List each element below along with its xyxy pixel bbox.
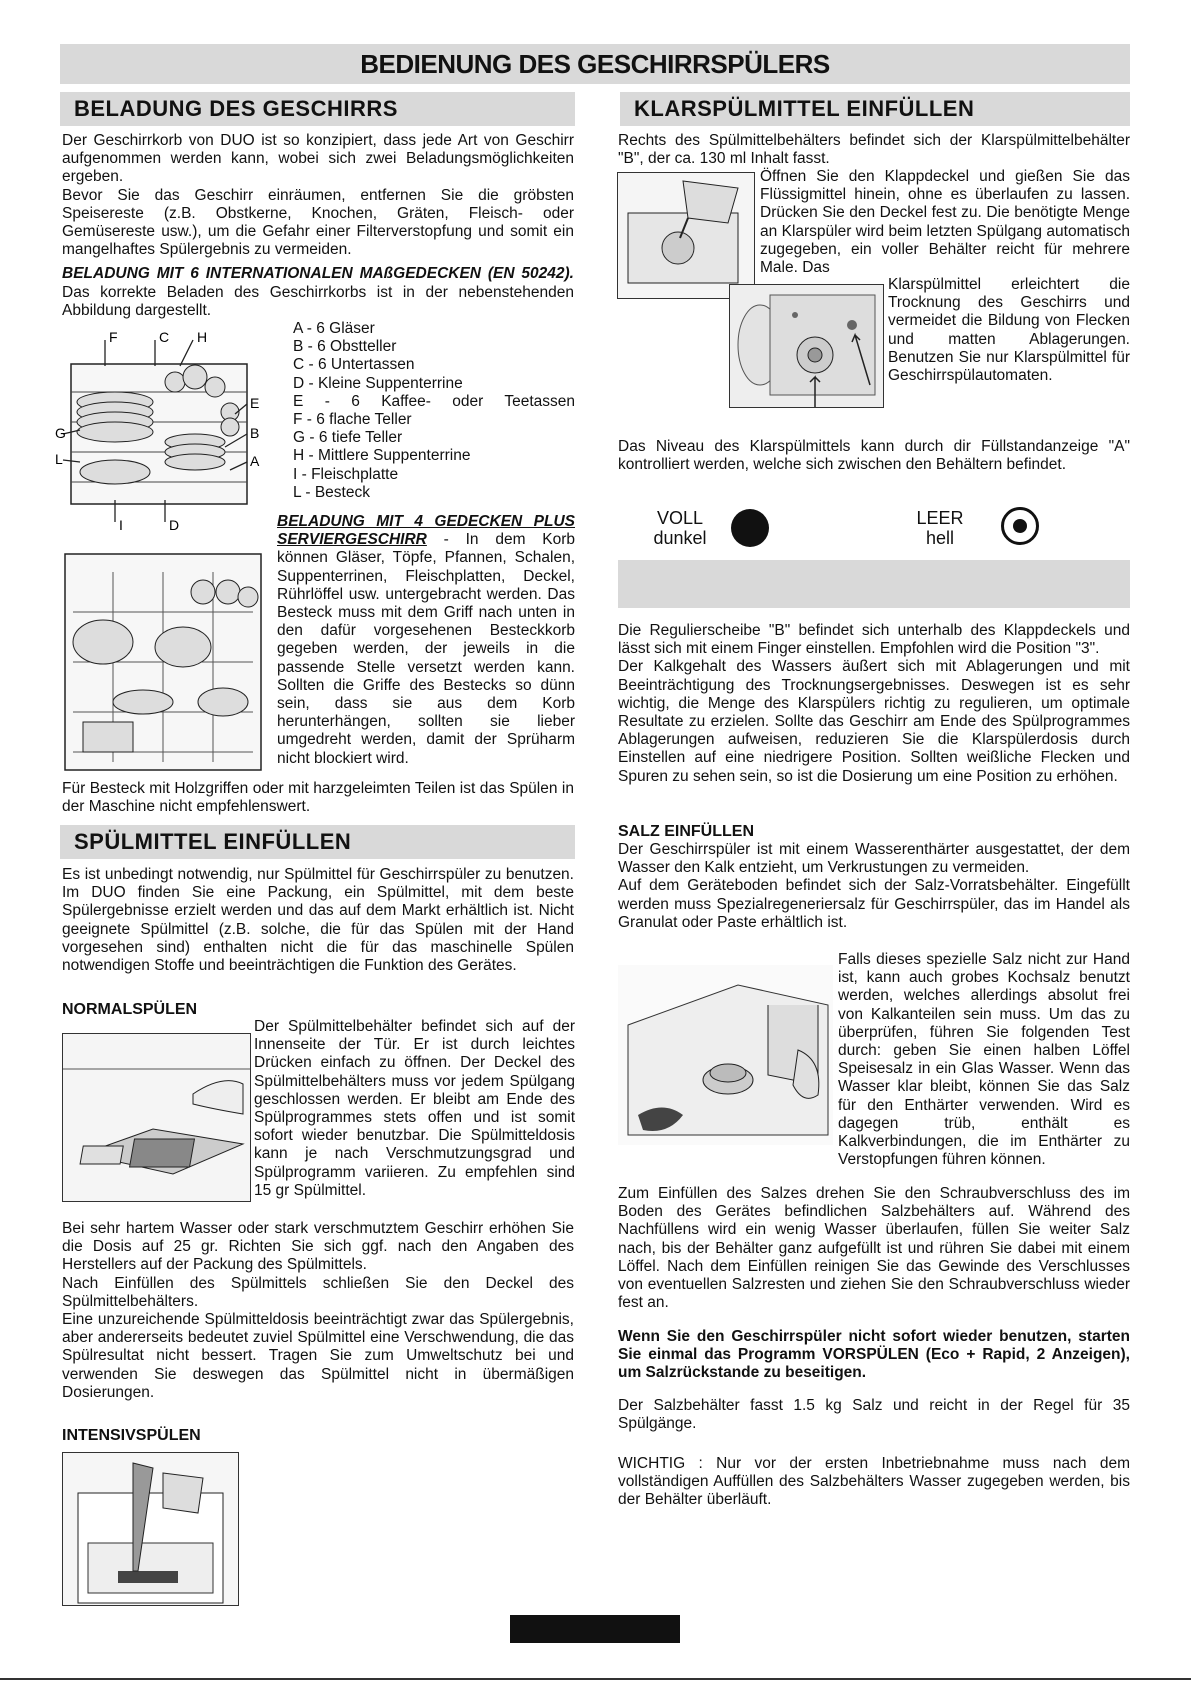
legend-item: H - Mittlere Suppenterrine bbox=[293, 447, 471, 465]
fig-label-H: H bbox=[197, 332, 208, 345]
beladung-intro-p1: Der Geschirrkorb von DUO ist so konzipiert, dass jede Art von Geschirr aufgenommen werden kann, wobei sich zwei Beladungsmöglichkeiten ergeben. bbox=[62, 132, 574, 186]
indicator-voll bbox=[640, 508, 720, 548]
subhead-servier-text: - In dem Korb können Gläser, Töpfe, Pfannen, Schalen, Suppenterrinen, Fleischplatten, Deckel, Rührlöffel usw. untergebracht werden. Das Besteck muss mit dem Griff nach unten in den dafür vorgesehenen Besteckkorb gegeben werden, der jeweils in die passende Stelle versetzt werden kann. Sollten die Griffe des Bestecks so dünn sein, dass sie aus dem Korb herunterhängen, sollten sie lieber umgedreht werden, damit der Sprüharm nicht blockiert wird. bbox=[277, 531, 576, 767]
indicator-leer bbox=[900, 508, 980, 548]
empty-banner bbox=[618, 560, 1130, 608]
fig-label-E: E bbox=[250, 395, 260, 411]
klar-line1: Rechts des Spülmittelbehälters befindet sich der Klarspülmittelbehälter "B", der ca. 130 ml Inhalt fasst. bbox=[618, 132, 1130, 168]
beladung-6-gedecke bbox=[62, 265, 574, 320]
indicator-dark-icon bbox=[731, 509, 769, 547]
regul-p1: Die Regulierscheibe "B" befindet sich unterhalb des Klappdeckels und lässt sich mit einem Finger einstellen. Empfohlen wird die Position "3". bbox=[618, 622, 1130, 658]
section-heading-klarspuel: KLARSPÜLMITTEL EINFÜLLEN bbox=[620, 92, 1130, 126]
klar-text2: Öffnen Sie den Klappdeckel und gießen Sie das Flüssigmittel hinein, ohne es überlaufen zu lassen. Drücken Sie den Deckel fest zu. Die benötigte Menge an Klarspüler wird beim letzten Spülgang automatisch zugegeben, ein voller Behälter reicht für mehrere Male. Das bbox=[760, 168, 1130, 277]
leer-label: LEER bbox=[916, 508, 964, 528]
eine-text: Eine unzureichende Spülmitteldosis beeinträchtigt zwar das Spülergebnis, aber andererseits bedeutet zuviel Spülmittel eine Verschwendung, die das Spülresultat nicht bessert. Tragen Sie zum Umweltschutz bei und verwenden Sie deswegen das Spülmittel nicht in übermäßigen Dosierungen. bbox=[62, 1311, 574, 1401]
nach-text: Nach Einfüllen des Spülmittels schließen Sie den Deckel des Spülmittelbehälters. bbox=[62, 1274, 574, 1310]
salz-bold-hinweis: Wenn Sie den Geschirrspüler nicht sofort wieder benutzen, starten Sie einmal das Programm VORSPÜLEN (Eco + Rapid, 2 Anzeigen), um Salzrückstande zu beseitigen. bbox=[618, 1328, 1130, 1382]
fig-label-L: L bbox=[55, 451, 63, 467]
salz-p2: Auf dem Geräteboden befindet sich der Salz-Vorratsbehälter. Eingefüllt werden muss Spezialregeneriersalz für Geschirrspüler, das im Handel als Granulat oder Paste erhältlich ist. bbox=[618, 877, 1130, 931]
salz-text3: Falls dieses spezielle Salz nicht zur Hand ist, kann auch grobes Kochsalz benutzt werden, welches allerdings absolut frei von Kalkanteilen sein muss. Um das zu überprüfen, führen Sie folgenden Test durch: geben Sie einen halben Löffel Speisesalz in ein Glas Wasser. Wenn das Wasser klar bleibt, können Sie das Salz für den Enthärter verwenden. Wird es dagegen trüb, enthält es Kalkverbindungen, die im Enthärter zu Verstopfungen führen können. bbox=[838, 951, 1130, 1169]
salz-text-a bbox=[618, 841, 1130, 932]
salt-container-figure bbox=[618, 965, 833, 1145]
legend-item: I - Fleischplatte bbox=[293, 465, 399, 483]
subhead-servier: BELADUNG MIT 4 GEDECKEN PLUS SERVIERGESCHIRR bbox=[277, 513, 575, 549]
hell-label: hell bbox=[925, 528, 955, 548]
beladung-intro bbox=[62, 132, 574, 320]
dunkel-label: dunkel bbox=[653, 528, 707, 548]
fig-label-I: I bbox=[119, 517, 123, 532]
legend-item: G - 6 tiefe Teller bbox=[293, 429, 403, 447]
wichtig-text: WICHTIG : Nur vor der ersten Inbetriebnahme muss nach dem vollständigen Auffüllen des Salzbehälters Wasser zugegeben werden, bis der Behälter überläuft. bbox=[618, 1455, 1130, 1509]
legend-item: C - 6 Untertassen bbox=[293, 356, 415, 374]
intensive-figure bbox=[62, 1452, 239, 1606]
fig-label-F: F bbox=[109, 332, 118, 345]
spuelmittel-text: Es ist unbedingt notwendig, nur Spülmittel für Geschirrspüler zu benutzen. Im DUO finden Sie eine Packung, ein Spülmittel, mit dem beste Spülergebnisse erzielt werden und das auf dem Markt erhältlich ist. Nicht geeignete Spülmittel (z.B. solche, die für das Spülen mit der Hand vorgesehen sind) enthalten nicht die für das maschinelle Spülen notwendigen Stoffe und beeinträchtigen die Funktion des Gerätes. bbox=[62, 866, 574, 975]
subhead-6-gedecke: BELADUNG MIT 6 INTERNATIONALEN MAßGEDECKEN (EN 50242). bbox=[62, 265, 574, 283]
voll-label: VOLL bbox=[656, 508, 704, 528]
fig-label-A: A bbox=[250, 453, 260, 469]
legend-item: B - 6 Obstteller bbox=[293, 338, 397, 356]
page-number-box bbox=[510, 1615, 680, 1643]
normalspuelen-text: Der Spülmittelbehälter befindet sich auf der Innenseite der Tür. Er ist durch leichtes Drücken einfach zu öffnen. Der Deckel des Spülmittelbehälters muss vor jedem Spülgang geschlossen werden. Er bleibt am Ende des Spülprogrammes stets offen und ist somit sofort wieder benutzbar. Die Spülmitteldosis kann je nach Verschmutzungsgrad und Spülprogramm variieren. Zu empfehlen sind 15 gr Spülmittel. bbox=[254, 1018, 575, 1199]
page-title: BEDIENUNG DES GESCHIRRSPÜLERS bbox=[60, 44, 1130, 84]
fig-label-C: C bbox=[159, 332, 170, 345]
rinse-aid-pour-figure bbox=[617, 172, 755, 299]
legend-list bbox=[293, 320, 575, 502]
fig-label-B: B bbox=[250, 425, 260, 441]
basket-figure-servier bbox=[63, 552, 263, 772]
subhead-6-gedecke-text: Das korrekte Beladen des Geschirrkorbs ist in der nebenstehenden Abbildung dargestellt. bbox=[62, 283, 574, 319]
salz-p1: Der Geschirrspüler ist mit einem Wasserenthärter ausgestattet, der dem Wasser den Kalk entzieht, um Verkrustungen zu vermeiden. bbox=[618, 841, 1130, 877]
salz-text4: Zum Einfüllen des Salzes drehen Sie den Schraubverschluss des im Boden des Gerätes befindlichen Salzbehälters auf. Während des Nachfüllens wird ein wenig Wasser überlaufen, füllen Sie weiter Salz nach, bis der Behälter ganz aufgefüllt ist und rühren Sie dabei mit einem Löffel. Nach dem Einfüllen reinigen Sie das Gewinde des Verschlusses von eventuellen Salzresten und ziehen Sie den Schraubverschluss wieder fest an. bbox=[618, 1185, 1130, 1312]
legend-item: F - 6 flache Teller bbox=[293, 411, 412, 429]
legend-item: E - 6 Kaffee- oder Teetassen bbox=[293, 392, 575, 410]
salz-heading: SALZ EINFÜLLEN bbox=[618, 823, 754, 840]
regul-text bbox=[618, 622, 1130, 786]
spuelmittel-details bbox=[62, 1220, 574, 1402]
klar-text3: Klarspülmittel erleichtert die Trocknung des Geschirrs und vermeidet die Bildung von Flecken und matten Ablagerungen. Benutzen Sie nur Klarspülmittel für Geschirrspülautomaten. bbox=[888, 276, 1130, 385]
basket-figure-6-gedecke bbox=[55, 332, 270, 532]
salz-behaelter-text: Der Salzbehälter fasst 1.5 kg Salz und reicht in der Regel für 35 Spülgänge. bbox=[618, 1397, 1130, 1433]
legend-item: L - Besteck bbox=[293, 483, 370, 501]
niveau-text: Das Niveau des Klarspülmittels kann durch dir Füllstandanzeige "A" kontrolliert werden, welche sich zwischen den Behältern befindet. bbox=[618, 438, 1130, 474]
fig-label-D: D bbox=[169, 517, 180, 532]
section-heading-beladung: BELADUNG DES GESCHIRRS bbox=[60, 92, 575, 126]
legend-item: A - 6 Gläser bbox=[293, 320, 375, 337]
beladung-servier bbox=[277, 513, 575, 768]
beladung-intro-p2: Bevor Sie das Geschirr einräumen, entfernen Sie die gröbsten Speisereste (z.B. Obstkerne, Knochen, Gräten, Fleisch- oder Gemüsereste usw.), um die Gefahr einer Filterverstopfung und somit ein mangelhaftes Spülergebnis zu vermeiden. bbox=[62, 186, 574, 259]
bottom-rule bbox=[0, 1678, 1191, 1680]
normalspuelen-heading: NORMALSPÜLEN bbox=[62, 1001, 198, 1018]
intensivspuelen-heading: INTENSIVSPÜLEN bbox=[62, 1427, 201, 1444]
fig-label-G: G bbox=[55, 425, 66, 441]
legend-item: D - Kleine Suppenterrine bbox=[293, 374, 463, 392]
holz-hinweis: Für Besteck mit Holzgriffen oder mit harzgeleimten Teilen ist das Spülen in der Maschine nicht empfehlenswert. bbox=[62, 780, 574, 816]
indicator-light-icon bbox=[1001, 507, 1039, 545]
dispenser-figure bbox=[62, 1033, 251, 1202]
kalk-p: Der Kalkgehalt des Wassers äußert sich mit Ablagerungen und mit Beeinträchtigung des Trocknungsergebnisses. Deswegen ist es sehr wichtig, die Menge des Klarspülers richtig zu regulieren, um optimale Resultate zu erzielen. Sollte das Geschirr am Ende des Spülprogrammes Ablagerungen aufweisen, reduzieren Sie die Klarspülerdosis durch Einstellen auf eine niedrigere Position. Sollten weißliche Flecken und Spuren zu sehen sein, so ist die Dosierung um eine Position zu erhöhen. bbox=[618, 658, 1130, 785]
hart-text: Bei sehr hartem Wasser oder stark verschmutztem Geschirr erhöhen Sie die Dosis auf 25 gr. Richten Sie sich ggf. nach den Angaben des Herstellers auf der Packung des Spülmittels. bbox=[62, 1220, 574, 1274]
regulator-figure bbox=[729, 284, 884, 408]
section-heading-spuelmittel: SPÜLMITTEL EINFÜLLEN bbox=[60, 825, 575, 859]
